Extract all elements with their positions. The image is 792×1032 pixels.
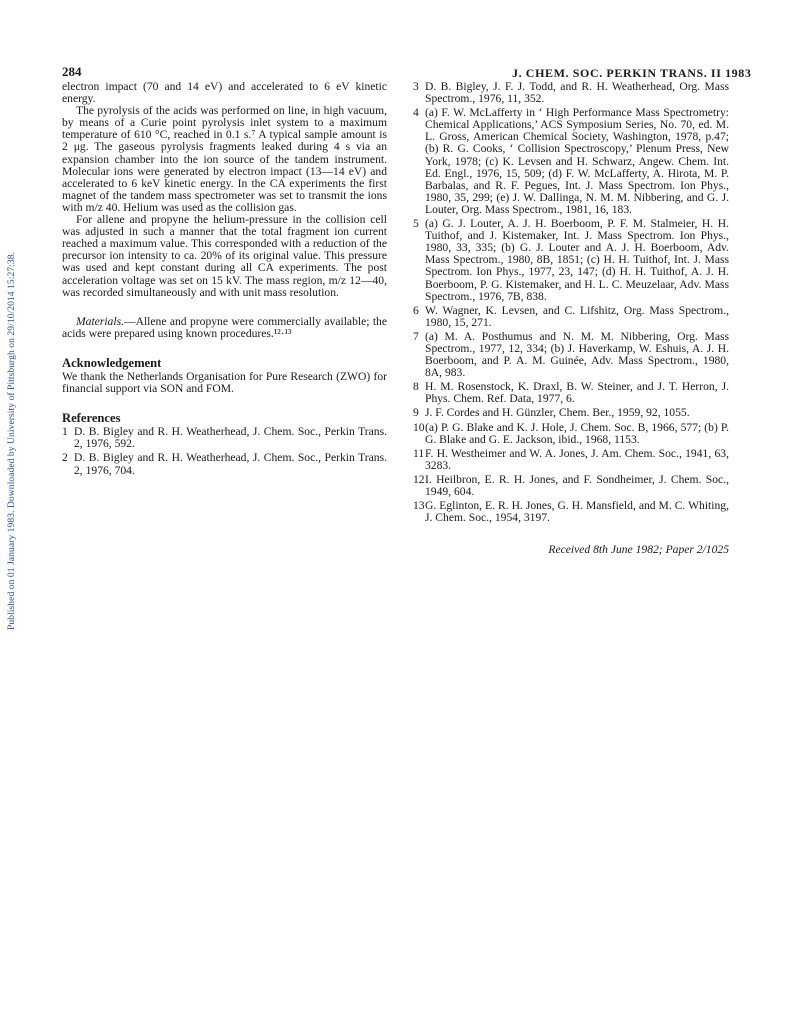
paragraph-materials <box>62 316 387 340</box>
left-column <box>62 81 387 479</box>
reference-item <box>413 381 729 405</box>
acknowledgement-text: We thank the Netherlands Organisation for Pure Research (ZWO) for financial support via SON and FOM. <box>62 369 387 396</box>
reference-text: W. Wagner, K. Levsen, and C. Lifshitz, Org. Mass Spectrom., 1980, 15, 271. <box>425 303 729 329</box>
received-line <box>413 544 729 556</box>
reference-item <box>413 407 729 419</box>
reference-text: F. H. Westheimer and W. A. Jones, J. Am. Chem. Soc., 1941, 63, 3283. <box>425 446 729 472</box>
reference-text: (a) F. W. McLafferty in ‘ High Performance Mass Spectrometry: Chemical Applications,’ ACS Symposium Series, No. 70, ed. M. L. Gross, American Chemical Society, Washington, 1978, p.47; (b) R. G. Cooks, ‘ Collision Spectroscopy,’ Plenum Press, New York, 1978; (c) K. Levsen and H. Schwarz, Angew. Chem. Int. Ed. Engl., 1976, 15, 509; (d) F. W. McLafferty, A. Hirota, M. P. Barbalas, and R. F. Pegues, Int. J. Mass Spectrom. Ion Phys., 1980, 35, 299; (e) J. W. Dallinga, N. M. M. Nibbering, and G. J. Louter, Org. Mass Spectrom., 1981, 16, 183. <box>425 106 729 216</box>
reference-text: D. B. Bigley and R. H. Weatherhead, J. Chem. Soc., Perkin Trans. 2, 1976, 592. <box>74 425 387 451</box>
reference-text: D. B. Bigley and R. H. Weatherhead, J. Chem. Soc., Perkin Trans. 2, 1976, 704. <box>74 451 387 477</box>
paragraph-pyrolysis: The pyrolysis of the acids was performed on line, in high vacuum, by means of a Curie point pyrolysis inlet system to a maximum temperature of 610 °C, reached in 0.1 s.⁷ A typical sample amount is 2 μg. The gaseous pyrolysis fragments leaked during 4 s via an expansion chamber into the ion source of the tandem instrument. Molecular ions were generated by electron impact (13—14 eV) and accelerated to 6 keV kinetic energy. In the CA experiments the first magnet of the tandem mass spectrometer was set to transmit the ions with m/z 40. Helium was used as the collision gas. <box>62 104 387 214</box>
reference-item <box>413 331 729 379</box>
reference-number: 11 <box>413 446 425 460</box>
reference-item <box>413 500 729 524</box>
reference-item <box>62 426 387 450</box>
right-column <box>413 81 729 556</box>
reference-number: 5 <box>413 217 419 231</box>
paragraph-continued: electron impact (70 and 14 eV) and accelerated to 6 eV kinetic energy. <box>62 80 387 106</box>
reference-item <box>413 305 729 329</box>
reference-item <box>413 474 729 498</box>
reference-number: 9 <box>413 406 419 420</box>
materials-label: Materials. <box>76 314 124 328</box>
reference-number: 4 <box>413 106 419 120</box>
reference-item <box>413 422 729 446</box>
reference-text: J. F. Cordes and H. Günzler, Chem. Ber., 1959, 92, 1055. <box>425 406 690 420</box>
reference-number: 13 <box>413 499 425 513</box>
reference-item <box>413 81 729 105</box>
download-watermark-text: Published on 01 January 1983. Downloaded by University of Pittsburgh on 29/10/2014 15:27:38. <box>6 251 17 630</box>
reference-number: 8 <box>413 380 419 394</box>
references-heading: References <box>62 411 121 426</box>
download-watermark <box>6 160 18 630</box>
reference-text: D. B. Bigley, J. F. J. Todd, and R. H. Weatherhead, Org. Mass Spectrom., 1976, 11, 352. <box>425 80 729 106</box>
reference-item <box>62 452 387 476</box>
reference-text: H. M. Rosenstock, K. Draxl, B. W. Steiner, and J. T. Herron, J. Phys. Chem. Ref. Data, 1977, 6. <box>425 380 729 406</box>
reference-number: 10 <box>413 420 425 434</box>
reference-text: I. Heilbron, E. R. H. Jones, and F. Sondheimer, J. Chem. Soc., 1949, 604. <box>425 472 729 498</box>
reference-number: 1 <box>62 425 68 439</box>
reference-item <box>413 448 729 472</box>
received-date: Received 8th June 1982; <box>548 543 663 557</box>
paragraph-helium-pressure: For allene and propyne the helium-pressure in the collision cell was adjusted in such a manner that the total fragment ion current reached a maximum value. This corresponded with a reduction of the precursor ion intensity to ca. 20% of its original value. This pressure was used and kept constant during all CA experiments. The post acceleration voltage was set on 15 kV. The mass region, m/z 12—40, was recorded simultaneously and with unit mass resolution. <box>62 213 387 299</box>
reference-text: (a) M. A. Posthumus and N. M. M. Nibbering, Org. Mass Spectrom., 1977, 12, 334; (b) J. Haverkamp, W. Eshuis, A. J. H. Boerboom, and P. A. M. Guinée, Adv. Mass Spectrom., 1980, 8A, 983. <box>425 329 729 380</box>
reference-number: 7 <box>413 329 419 343</box>
materials-text: —Allene and propyne were commercially available; the acids were prepared using known procedures.¹²·¹³ <box>62 314 387 340</box>
reference-number: 3 <box>413 80 419 93</box>
page-number: 284 <box>62 64 82 79</box>
reference-item <box>413 218 729 303</box>
reference-text: (a) G. J. Louter, A. J. H. Boerboom, P. F. M. Stalmeier, H. H. Tuithof, and J. Kistemaker, Int. J. Mass Spectrom. Ion Phys., 1980, 33, 335; (b) G. J. Louter and A. J. H. Boerboom, Adv. Mass Spectrom., 1980, 8B, 1851; (c) H. H. Tuithof, Int. J. Mass Spectrom. Ion Phys., 1977, 23, 147; (d) H. H. Tuithof, A. J. H. Boerboom, P. G. Kistemaker, and H. L. C. Meuzelaar, Adv. Mass Spectrom., 1976, 7B, 838. <box>425 217 729 303</box>
reference-text: G. Eglinton, E. R. H. Jones, G. H. Mansfield, and M. C. Whiting, J. Chem. Soc., 1954, 3197. <box>425 499 729 525</box>
journal-header: J. CHEM. SOC. PERKIN TRANS. II 1983 <box>512 66 752 80</box>
reference-item <box>413 107 729 216</box>
acknowledgement-heading: Acknowledgement <box>62 355 162 370</box>
reference-number: 12 <box>413 472 425 486</box>
reference-number: 2 <box>62 451 68 465</box>
reference-text: (a) P. G. Blake and K. J. Hole, J. Chem. Soc. B, 1966, 577; (b) P. G. Blake and G. E. Jackson, ibid., 1968, 1153. <box>425 420 729 446</box>
reference-number: 6 <box>413 303 419 317</box>
paper-number: Paper 2/1025 <box>665 543 729 557</box>
